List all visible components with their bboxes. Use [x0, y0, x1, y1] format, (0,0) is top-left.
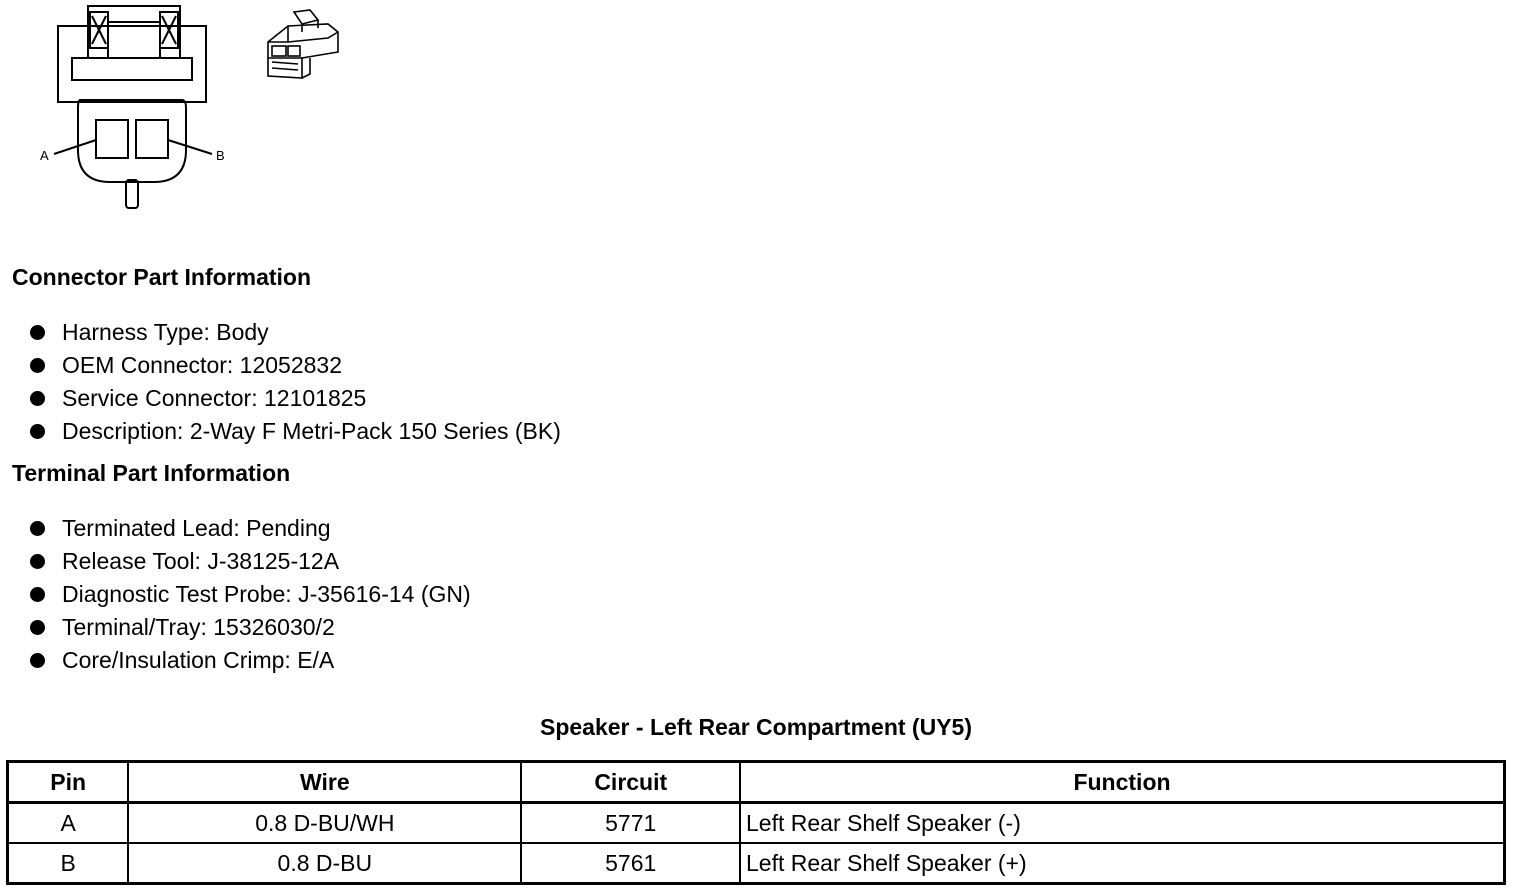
bullet-icon: [30, 391, 45, 406]
connector-part-info-heading: Connector Part Information: [12, 264, 312, 290]
bullet-icon: [30, 587, 45, 602]
pin-table: [6, 760, 1506, 885]
terminal-part-info-heading: Terminal Part Information: [12, 460, 291, 486]
bullet-icon: [30, 358, 45, 373]
bullet-icon: [30, 325, 45, 340]
list-item: Terminated Lead: Pending: [30, 512, 471, 545]
connector-face-view-icon: [30, 0, 250, 215]
list-item: Harness Type: Body: [30, 316, 561, 349]
cell-function: Left Rear Shelf Speaker (+): [740, 843, 1504, 884]
bullet-icon: [30, 620, 45, 635]
list-item: Release Tool: J-38125-12A: [30, 545, 471, 578]
cell-circuit: 5761: [521, 843, 740, 884]
table-header-row: [8, 762, 1505, 803]
header-pin: Pin: [8, 762, 129, 803]
cell-pin: A: [8, 803, 129, 844]
cell-wire: 0.8 D-BU/WH: [128, 803, 521, 844]
header-circuit: Circuit: [521, 762, 740, 803]
list-item: Description: 2-Way F Metri-Pack 150 Series (BK): [30, 415, 561, 448]
pin-label-a: A: [40, 148, 49, 163]
cell-wire: 0.8 D-BU: [128, 843, 521, 884]
pin-table-title: Speaker - Left Rear Compartment (UY5): [540, 714, 972, 740]
bullet-icon: [30, 554, 45, 569]
connector-isometric-view-icon: [258, 2, 348, 87]
cell-circuit: 5771: [521, 803, 740, 844]
table-row: [8, 843, 1505, 884]
header-function: Function: [740, 762, 1504, 803]
table-row: [8, 803, 1505, 844]
list-item: Service Connector: 12101825: [30, 382, 561, 415]
connector-part-info-list: [30, 316, 561, 448]
list-item: Core/Insulation Crimp: E/A: [30, 644, 471, 677]
list-item: Diagnostic Test Probe: J-35616-14 (GN): [30, 578, 471, 611]
header-wire: Wire: [128, 762, 521, 803]
list-item: OEM Connector: 12052832: [30, 349, 561, 382]
bullet-icon: [30, 653, 45, 668]
pin-label-b: B: [216, 148, 225, 163]
list-item: Terminal/Tray: 15326030/2: [30, 611, 471, 644]
cell-function: Left Rear Shelf Speaker (-): [740, 803, 1504, 844]
bullet-icon: [30, 424, 45, 439]
cell-pin: B: [8, 843, 129, 884]
bullet-icon: [30, 521, 45, 536]
terminal-part-info-list: [30, 512, 471, 677]
